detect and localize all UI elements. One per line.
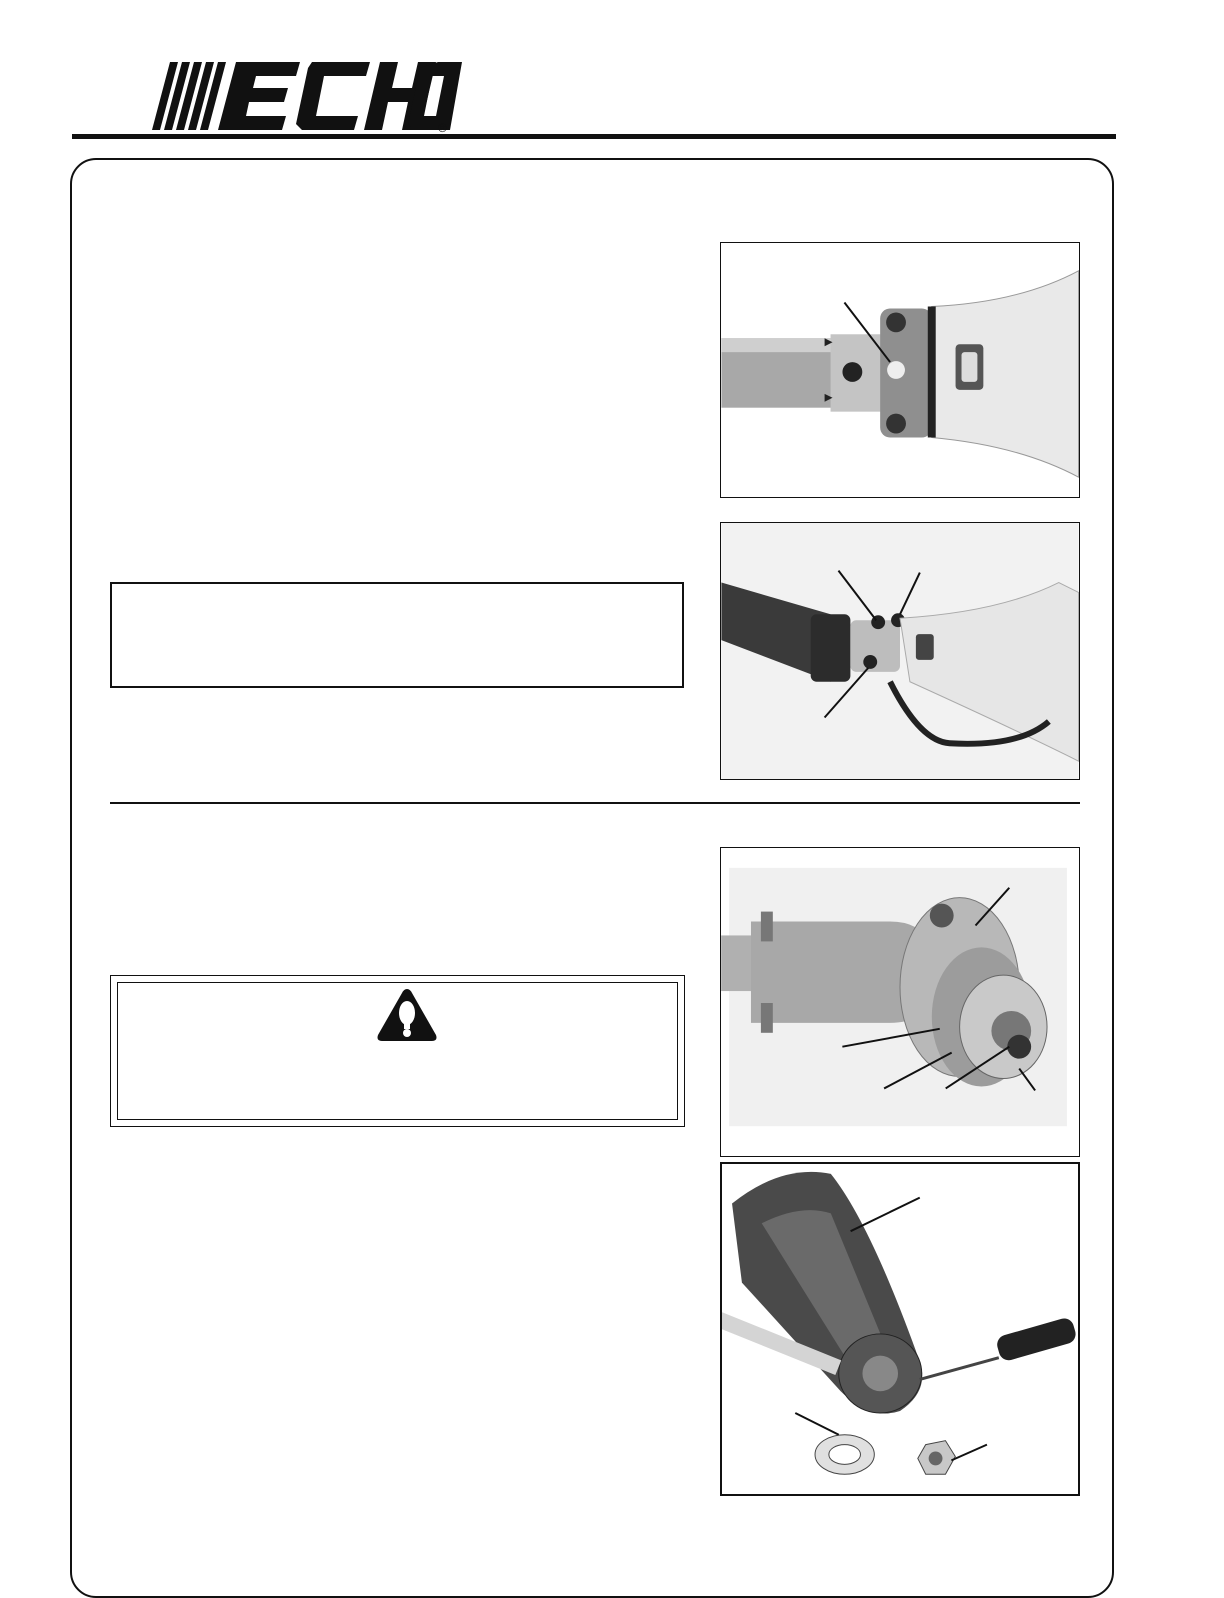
figure-debris-shield [720,1162,1080,1496]
figure-tube-clamp [720,242,1080,498]
warning-inner-border [117,982,678,1120]
header-rule [72,134,1116,139]
section-rule [110,802,1080,804]
echo-logo [140,58,470,134]
figure-gear-case [720,847,1080,1157]
registered-mark: ® [438,121,447,134]
notice-box [110,582,684,688]
warning-triangle-icon [376,987,438,1043]
warning-box [110,975,685,1127]
figure-handle-clamp [720,522,1080,780]
